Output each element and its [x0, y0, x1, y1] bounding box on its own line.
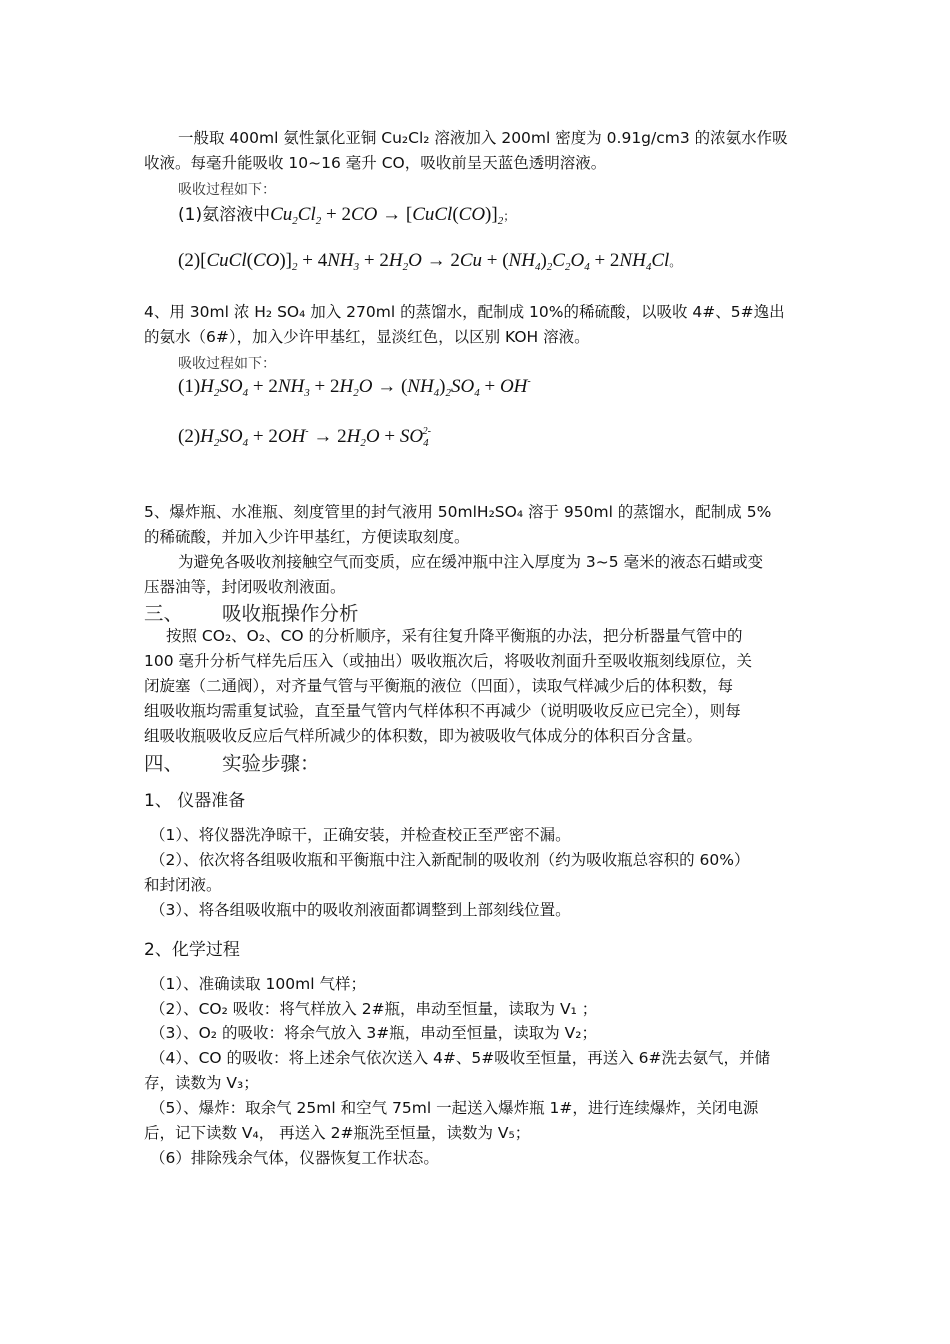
- sub1-item2-line1: （2）、依次将各组吸收瓶和平衡瓶中注入新配制的吸收剂（约为吸收瓶总容积的 60%）: [150, 851, 750, 869]
- sub2-item6: （6）排除残余气体，仪器恢复工作状态。: [150, 1149, 439, 1167]
- para5-line2: 的稀硫酸，并加入少许甲基红，方便读取刻度。: [144, 528, 470, 546]
- sub2-item3: （3）、O₂ 的吸收：将余气放入 3#瓶，串动至恒量，读取为 V₂；: [150, 1024, 597, 1042]
- sub1-title: 1、 仪器准备: [144, 791, 246, 811]
- equation-1-suffix: ；: [503, 209, 516, 223]
- para1-line2: 收液。每毫升能吸收 10~16 毫升 CO，吸收前呈天蓝色透明溶液。: [144, 154, 607, 172]
- para5-line1: 5、爆炸瓶、水准瓶、刻度管里的封气液用 50mlH₂SO₄ 溶于 950ml 的蒸馏水，配制成 5%: [144, 503, 772, 521]
- equation-2-suffix: 。: [669, 255, 682, 269]
- sub2-item4-line2: 存，读数为 V₃；: [144, 1074, 259, 1092]
- section4-number: 四、: [144, 752, 184, 775]
- equation-4: $(2)H_2SO_4 + 2OH^- \to 2H_2O + SO_4^{2-}$: [178, 426, 431, 449]
- section3-line1: 按照 CO₂、O₂、CO 的分析顺序，采有往复升降平衡瓶的办法，把分析器量气管中的: [166, 627, 743, 645]
- section3-line3: 闭旋塞（二通阀），对齐量气管与平衡瓶的液位（凹面），读取气样减少后的体积数，每: [144, 677, 734, 695]
- sub2-item1: （1）、准确读取 100ml 气样；: [150, 975, 366, 993]
- para4-line1: 4、用 30ml 浓 H₂ SO₄ 加入 270ml 的蒸馏水，配制成 10%的稀硫酸，以吸收 4#、5#逸出: [144, 303, 785, 321]
- section3-line2: 100 毫升分析气样先后压入（或抽出）吸收瓶次后，将吸收剂面升至吸收瓶刻线原位，关: [144, 652, 753, 670]
- section3-number: 三、: [144, 602, 184, 625]
- equation-3: $(1)H_2SO_4 + 2NH_3 + 2H_2O \to (NH_4)_2SO_4 + OH^-$: [178, 376, 531, 399]
- sub2-title: 2、化学过程: [144, 940, 240, 960]
- para5-line3: 为避免各吸收剂接触空气而变质，应在缓冲瓶中注入厚度为 3~5 毫米的液态石蜡或变: [178, 553, 764, 571]
- para5-line4: 压器油等，封闭吸收剂液面。: [144, 578, 346, 596]
- para1-line1: 一般取 400ml 氨性氯化亚铜 Cu₂Cl₂ 溶液加入 200ml 密度为 0.91g/cm3 的浓氨水作吸: [178, 129, 788, 147]
- sub2-item2: （2）、CO₂ 吸收：将气样放入 2#瓶，串动至恒量，读取为 V₁ ；: [150, 1000, 598, 1018]
- para4-line2: 的氨水（6#），加入少许甲基红，显淡红色，以区别 KOH 溶液。: [144, 328, 590, 346]
- section4-title: 实验步骤：: [222, 752, 320, 775]
- section3-title: 吸收瓶操作分析: [222, 602, 359, 625]
- sub2-item4-line1: （4）、CO 的吸收：将上述余气依次送入 4#、5#吸收至恒量，再送入 6#洗去氨气，并储: [150, 1049, 770, 1067]
- section3-line5: 组吸收瓶吸收反应后气样所减少的体积数，即为被吸收气体成分的体积百分含量。: [144, 727, 703, 745]
- absorb-label-1: 吸收过程如下：: [178, 182, 276, 198]
- sub2-item5-line1: （5）、爆炸：取余气 25ml 和空气 75ml 一起送入爆炸瓶 1#，进行连续爆炸，关闭电源: [150, 1099, 759, 1117]
- sub1-item3: （3）、将各组吸收瓶中的吸收剂液面都调整到上部刻线位置。: [150, 901, 571, 919]
- sub2-item5-line2: 后，记下读数 V₄， 再送入 2#瓶洗至恒量，读数为 V₅；: [144, 1124, 531, 1142]
- sub1-item2-line2: 和封闭液。: [144, 876, 222, 894]
- equation-1: (1)氨溶液中$Cu_2Cl_2 + 2CO$ → $[CuCl(CO)]_2$；: [178, 204, 516, 227]
- equation-1-prefix: (1)氨溶液中: [178, 205, 271, 225]
- sub1-item1: （1）、将仪器洗净晾干，正确安装，并检查校正至严密不漏。: [150, 826, 571, 844]
- section3-line4: 组吸收瓶均需重复试验，直至量气管内气样体积不再减少（说明吸收反应已完全），则每: [144, 702, 741, 720]
- absorb-label-2: 吸收过程如下：: [178, 356, 276, 372]
- equation-2: $(2)[CuCl(CO)]_2 + 4NH_3 + 2H_2O \to 2Cu + (NH_4)_2C_2O_4 + 2NH_4Cl$。: [178, 250, 682, 273]
